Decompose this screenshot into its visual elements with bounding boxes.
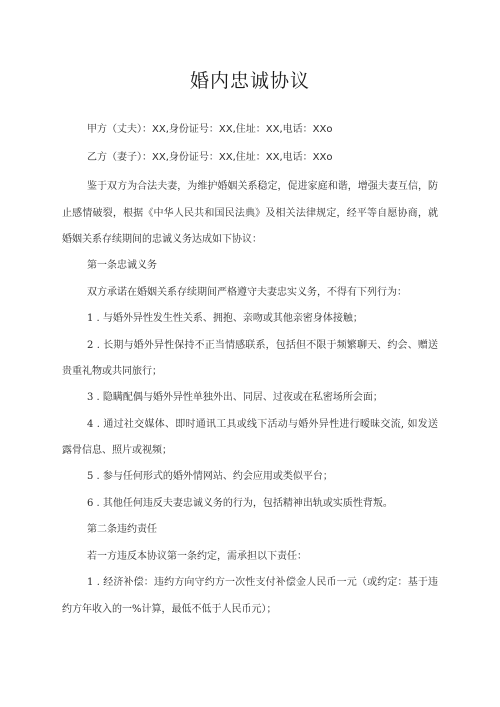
article-1-item-2-cont: 贵重礼物或共同旅行； [62,366,162,377]
article-1-item-5: 5 . 参与任何形式的婚外情网站、约会应用或类似平台； [87,471,333,482]
article-1-intro: 双方承诺在婚姻关系存续期间严格遵守夫妻忠实义务，不得有下列行为： [87,287,407,298]
article-1-title: 第一条忠诚义务 [87,260,157,271]
party-a-line: 甲方（丈夫）：XX,身份证号：XX,住址：XX,电话：XXo [87,124,333,135]
article-1-item-4: 4 . 通过社交媒体、即时通讯工具或线下活动与婚外异性进行暧昧交流, 如发送 [87,419,438,430]
article-1-item-6: 6 . 其他任何违反夫妻忠诚义务的行为，包括精神出轨或实质性背叛。 [87,498,393,509]
article-2-item-1: 1 . 经济补偿：违约方向守约方一次性支付补偿金人民币一元（或约定：基于违 [87,577,438,588]
article-2-title: 第二条违约责任 [87,524,157,535]
article-2-intro: 若一方违反本协议第一条约定，需承担以下责任： [87,551,307,562]
article-1-item-1: 1 . 与婚外异性发生性关系、拥抱、亲吻或其他亲密身体接触； [87,313,363,324]
preamble-line-1: 鉴于双方为合法夫妻，为维护婚姻关系稳定，促进家庭和谐，增强夫妻互信，防 [87,181,438,192]
preamble-line-3: 婚姻关系存续期间的忠诚义务达成如下协议： [62,234,262,245]
document-title: 婚内忠诚协议 [189,70,310,92]
party-b-line: 乙方（妻子）：XX,身份证号：XX,住址：XX,电话：XXo [87,152,333,163]
article-1-item-4-cont: 露骨信息、照片或视频； [62,445,172,456]
article-1-item-3: 3 . 隐瞒配偶与婚外异性单独外出、同居、过夜或在私密场所会面； [87,392,383,403]
article-2-item-1-cont: 约方年收入的一%计算，最低不低于人民币元）； [62,604,277,615]
preamble-line-2: 止感情破裂，根据《中华人民共和国民法典》及相关法律规定，经平等自愿协商，就 [62,208,438,219]
article-1-item-2: 2 . 长期与婚外异性保持不正当情感联系，包括但不限于频繁聊天、约会、赠送 [87,340,438,351]
